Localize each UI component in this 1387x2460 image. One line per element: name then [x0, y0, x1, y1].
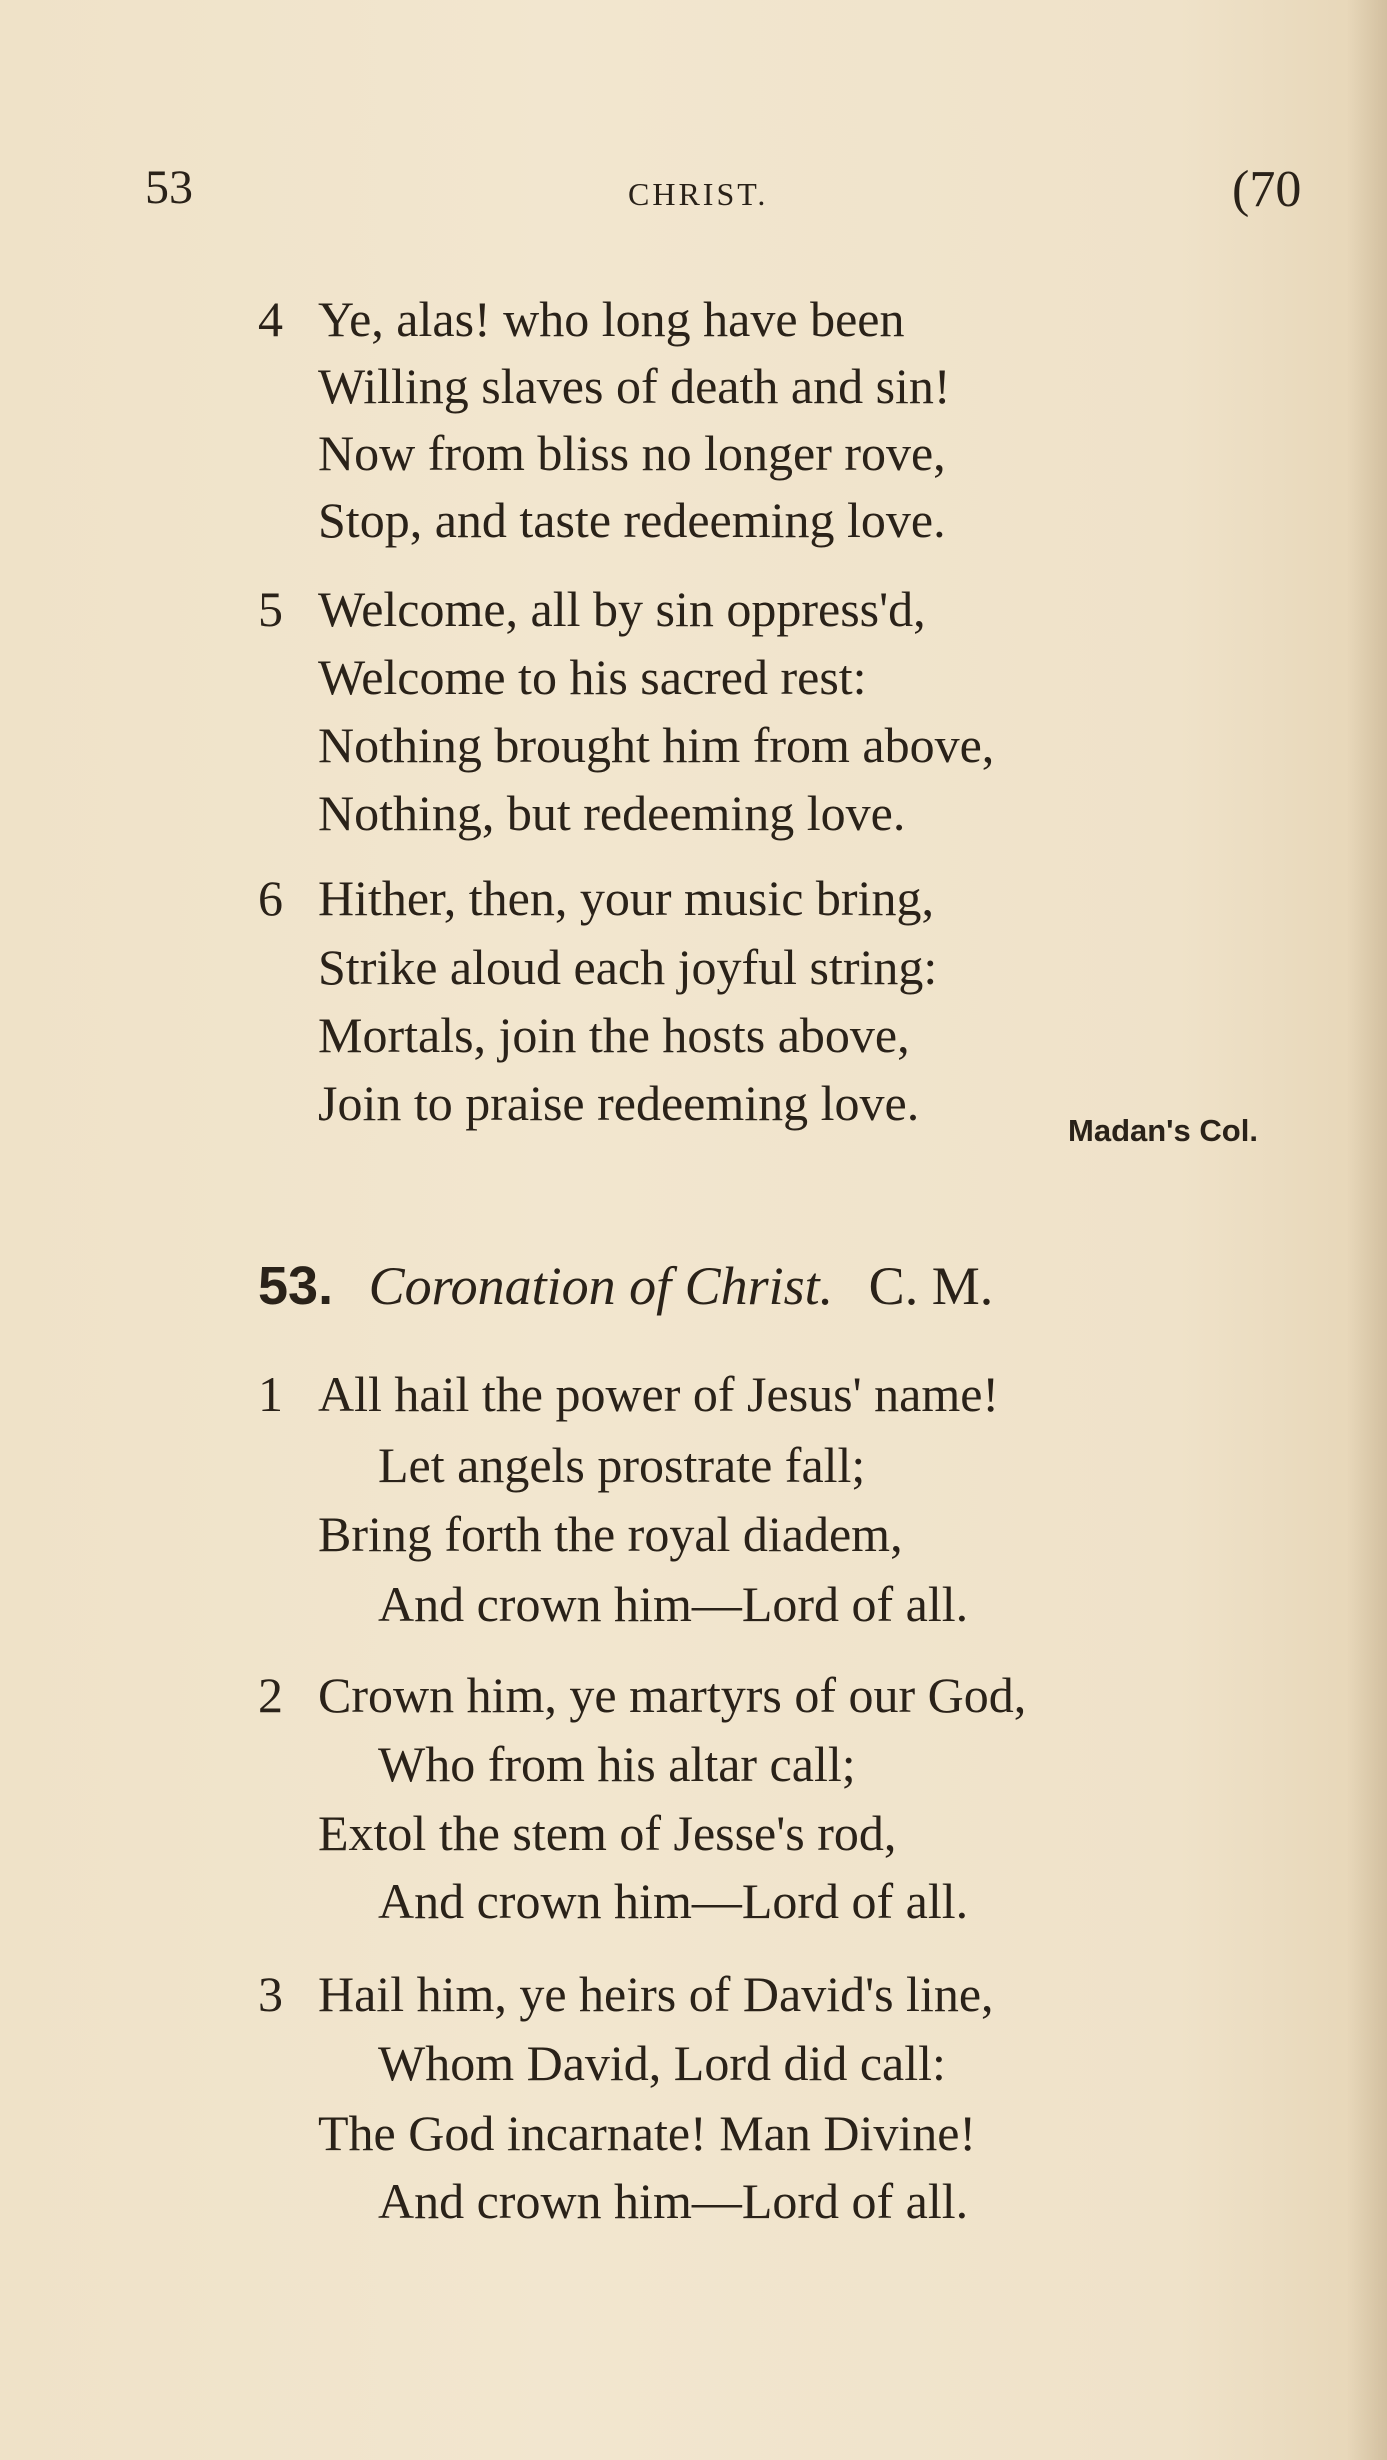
verse-text: The God incarnate! Man Divine! — [318, 2105, 977, 2161]
verse-text: Hither, then, your music bring, — [318, 870, 934, 926]
page-reference: (70 — [1232, 161, 1302, 218]
verse-text: Stop, and taste redeeming love. — [318, 492, 946, 548]
page-edge-shadow — [1347, 0, 1387, 2460]
verse-text: Willing slaves of death and sin! — [318, 358, 951, 414]
attribution: Madan's Col. — [1068, 1113, 1258, 1148]
verse-text: And crown him—Lord of all. — [378, 1576, 969, 1632]
verse-text: Hail him, ye heirs of David's line, — [318, 1966, 994, 2022]
verse-text: Nothing, but redeeming love. — [318, 785, 906, 841]
verse-text: Nothing brought him from above, — [318, 717, 995, 773]
stanza-number: 6 — [258, 870, 283, 926]
hymn-heading — [258, 1255, 993, 1317]
verse-text: Who from his altar call; — [378, 1736, 856, 1792]
verse-text: All hail the power of Jesus' name! — [318, 1366, 1000, 1422]
verse-text: And crown him—Lord of all. — [378, 1873, 969, 1929]
page-header — [0, 160, 1387, 230]
hymn-number: 53. — [258, 1256, 334, 1316]
verse-text: Mortals, join the hosts above, — [318, 1007, 910, 1063]
running-title: CHRIST. — [628, 176, 769, 212]
verse-text: Bring forth the royal diadem, — [318, 1506, 903, 1562]
hymn-meter: C. M. — [868, 1256, 994, 1316]
verse-text: Welcome, all by sin oppress'd, — [318, 581, 926, 637]
page-number: 53 — [145, 161, 193, 214]
verse-text: Now from bliss no longer rove, — [318, 425, 946, 481]
verse-text: Let angels prostrate fall; — [378, 1437, 866, 1493]
verse-text: And crown him—Lord of all. — [378, 2173, 969, 2229]
stanza-number: 5 — [258, 581, 283, 637]
verse-text: Extol the stem of Jesse's rod, — [318, 1805, 897, 1861]
hymn-title: Coronation of Christ. — [368, 1256, 834, 1316]
verse-text: Crown him, ye martyrs of our God, — [318, 1667, 1027, 1723]
verse-text: Strike aloud each joyful string: — [318, 939, 938, 995]
verse-text: Ye, alas! who long have been — [318, 291, 905, 347]
stanza-number: 4 — [258, 291, 283, 347]
stanza-number: 1 — [258, 1366, 283, 1422]
verse-text: Join to praise redeeming love. — [318, 1075, 920, 1131]
stanza-number: 2 — [258, 1667, 283, 1723]
stanza-number: 3 — [258, 1966, 283, 2022]
verse-text: Welcome to his sacred rest: — [318, 649, 867, 705]
verse-text: Whom David, Lord did call: — [378, 2035, 946, 2091]
